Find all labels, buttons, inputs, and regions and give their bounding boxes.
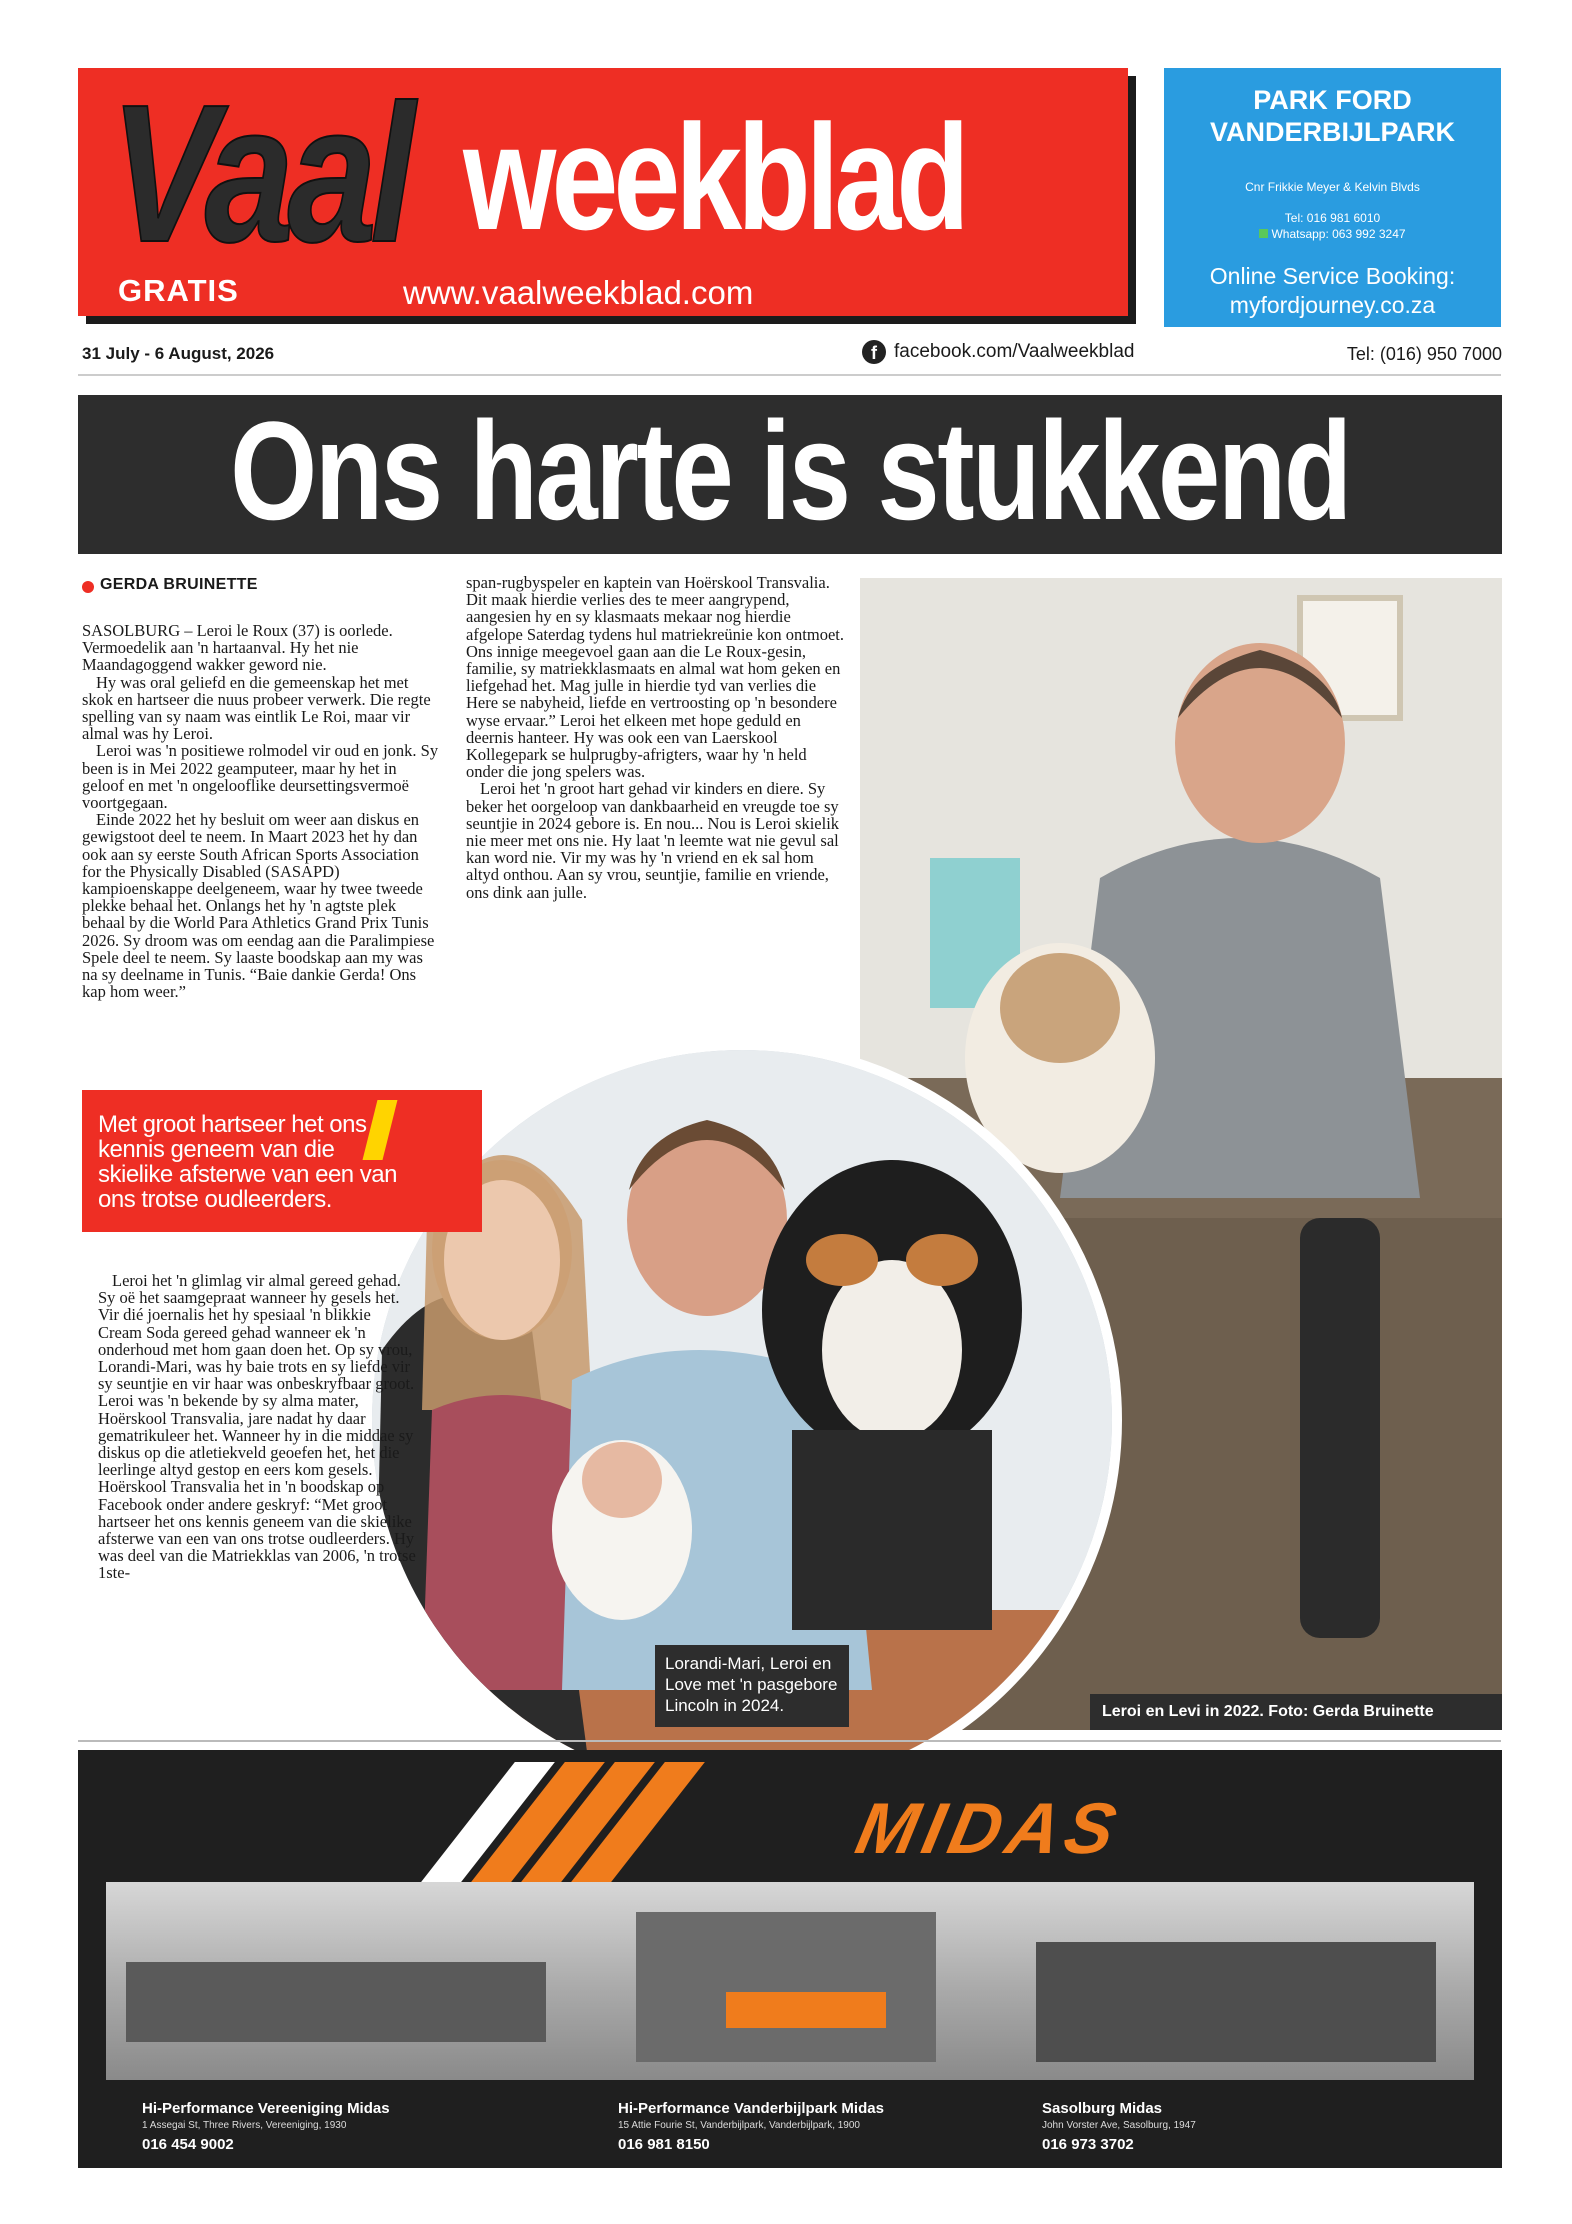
pull-quote-line: ons trotse oudleerders. [98, 1186, 332, 1213]
store-address: 1 Assegai St, Three Rivers, Vereeniging, 1930 [142, 2120, 347, 2131]
store-address: John Vorster Ave, Sasolburg, 1947 [1042, 2120, 1196, 2131]
paragraph: Leroi het 'n glimlag vir almal gereed gehad. Sy oë het saamgepraat wanneer hy gesels het. Vir dié joernalis het hy spesiaal 'n blikkie Cream Soda gereed gehad wanneer ek 'n onderhoud met hom gaan doen het. Op sy vrou, Lorandi-Mari, was hy baie trots en sy liefde vir sy seuntjie en vir haar was onbeskryfbaar groot. Leroi was 'n bekende by sy alma mater, Hoërskool Transvalia, jare nadat hy daar gematrikuleer het. Wanneer hy in die middae sy diskus op die atletiekveld geoefen het, het die leerlinge altyd gestop en eers kom gesels. Hoërskool Transvalia het in 'n boodskap op Facebook onder andere geskryf: “Met groot hartseer het ons kennis geneem van die skielike afsterwe van een van ons trotse oudleerders. Hy was deel van die Matriekklas van 2006, 'n trotse 1ste- [98, 1271, 416, 1583]
article-column-2 [466, 574, 846, 901]
facebook-icon: f [862, 340, 886, 364]
byline-dot-icon [82, 581, 94, 593]
store-name: Sasolburg Midas [1042, 2100, 1163, 2117]
pull-quote-line: kennis geneem van die [98, 1136, 335, 1163]
pull-quote-line: Met groot hartseer het ons [98, 1111, 367, 1138]
building-shape [636, 1912, 936, 2062]
store-tel[interactable]: 016 454 9002 [142, 2136, 234, 2153]
ad-midas[interactable] [78, 1750, 1502, 2168]
ford-whatsapp-text: Whatsapp: 063 992 3247 [1271, 227, 1406, 241]
logo-vaal: Vaal [110, 68, 409, 283]
paragraph: span-rugbyspeler en kaptein van Hoërskool Transvalia. Dit maak hierdie verlies des te meer aangrypend, aangesien hy en sy klasmaats mekaar nog hierdie afgelope Saterdag tydens hul matriekreünie kon ontmoet. Ons innige meegevoel gaan aan die Le Roux-gesin, familie, sy matriekklasmaats en almal wat hom geken en liefgehad het. Mag julle in hierdie tyd van verlies die Here se nabyheid, liefde en vertroosting op 'n besondere wyse ervaar.” Leroi het elkeen met hope geduld en deernis hanteer. Hy was ook een van Laerskool Kollegepark se hulprugby-afrigters, waar hy 'n held onder die jong spelers was. [466, 573, 845, 782]
divider [78, 1740, 1501, 1742]
caption-family-photo: Lorandi-Mari, Leroi en Love met 'n pasgebore Lincoln in 2024. [655, 1645, 849, 1727]
masthead[interactable] [78, 68, 1128, 316]
ford-title [1164, 84, 1501, 148]
building-shape [1036, 1942, 1436, 2062]
logo-weekblad: weekblad [463, 93, 965, 261]
paragraph: SASOLBURG – Leroi le Roux (37) is oorlede. Vermoedelik aan 'n hartaanval. Hy het nie Maandagoggend wakker geword nie. [82, 621, 393, 675]
contact-tel: Tel: (016) 950 7000 [1346, 344, 1502, 364]
store-tel[interactable]: 016 981 8150 [618, 2136, 710, 2153]
ford-online-link[interactable]: myfordjourney.co.za [1229, 292, 1436, 318]
byline: GERDA BRUINETTE [100, 576, 258, 593]
paragraph: Hy was oral geliefd en die gemeenskap het met skok en hartseer die nuus probeer verwerk. Die regte spelling van sy naam was eintlik Le Roi, maar vir almal was hy Leroi. [82, 672, 431, 744]
ad-park-ford[interactable] [1164, 68, 1501, 327]
ford-tel: Tel: 016 981 6010 [1284, 211, 1381, 225]
gratis-label: GRATIS [118, 273, 239, 308]
ford-title-line1: PARK FORD [1253, 85, 1412, 115]
store-sign [726, 1992, 886, 2028]
caption-leroi-photo: Leroi en Levi in 2022. Foto: Gerda Bruinette [1090, 1694, 1502, 1730]
midas-logo: MIDAS [849, 1789, 1129, 1869]
store-photo-vanderbijlpark [576, 1882, 996, 2080]
building-shape [126, 1962, 546, 2042]
paragraph: Leroi het 'n groot hart gehad vir kinders en diere. Sy beker het oorgeloop van dankbaarheid en vreugde toe sy seuntjie in 2024 gebore is. En nou... Nou is Leroi skielik nie meer met ons nie. Hy laat 'n leemte wat nie gevul sal kan word nie. Vir my was hy 'n vriend en ek sal hom altyd onthou. Aan sy vrou, seuntjie, familie en vriende, ons dink aan julle. [466, 779, 840, 902]
whatsapp-icon [1259, 229, 1268, 238]
store-name: Hi-Performance Vanderbijlpark Midas [618, 2100, 884, 2117]
headline: Ons harte is stukkend [230, 392, 1350, 549]
ford-online-line1: Online Service Booking: [1209, 263, 1456, 289]
divider [78, 374, 1501, 376]
ford-address: Cnr Frikkie Meyer & Kelvin Blvds [1245, 180, 1420, 194]
pull-quote-line: skielike afsterwe van een van [98, 1161, 397, 1188]
ford-phones [1164, 210, 1501, 242]
store-address: 15 Attie Fourie St, Vanderbijlpark, Vanderbijlpark, 1900 [618, 2120, 860, 2131]
headline-bar [78, 392, 1502, 554]
store-name: Hi-Performance Vereeniging Midas [142, 2100, 390, 2117]
article-column-1-continued [98, 1272, 418, 1582]
article-column-1 [82, 622, 442, 1000]
website-link[interactable]: www.vaalweekblad.com [403, 274, 754, 311]
ford-title-line2: VANDERBIJLPARK [1209, 117, 1456, 147]
ford-whatsapp [1164, 226, 1501, 242]
store-photo-sasolburg [996, 1882, 1474, 2080]
pull-quote [82, 1090, 482, 1232]
paragraph: Einde 2022 het hy besluit om weer aan diskus en gewigstoot deel te neem. In Maart 2023 het hy dan ook aan sy eerste South African Sports Association for the Physically Disabled (SASAPD) kampioenskappe deelgeneem, waar hy twee tweede plekke behaal het. Onlangs het hy 'n agtste plek behaal by die World Para Athletics Grand Prix Tunis 2026. Sy droom was om eendag aan die Paralimpiese Spele deel te neem. Sy laaste boodskap aan my was na sy deelname in Tunis. “Baie dankie Gerda! Ons kap hom weer.” [82, 810, 435, 1002]
facebook-text: facebook.com/Vaalweekblad [894, 341, 1135, 362]
paragraph: Leroi was 'n positiewe rolmodel vir oud en jonk. Sy been is in Mei 2022 geamputeer, maar hy het in geloof en met 'n ongelooflike deursettingsvermoë voortgegaan. [82, 741, 439, 813]
store-tel[interactable]: 016 973 3702 [1042, 2136, 1134, 2153]
store-photo-vereeniging [106, 1882, 576, 2080]
issue-date: 31 July - 6 August, 2026 [82, 344, 275, 363]
facebook-link[interactable] [862, 340, 1134, 364]
ford-online [1164, 262, 1501, 320]
